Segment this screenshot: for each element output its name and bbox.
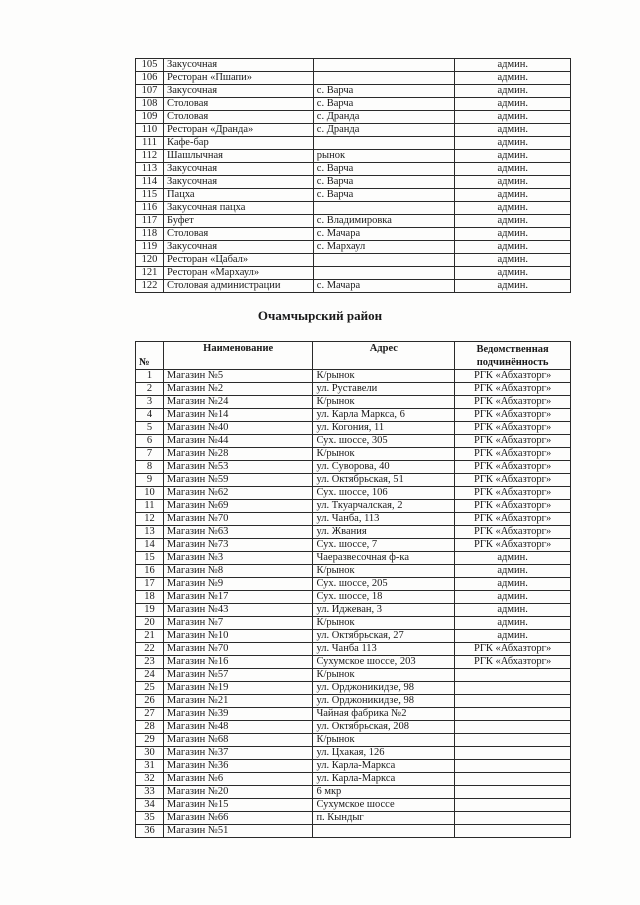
- row-number: 18: [136, 591, 164, 604]
- table-row: [136, 825, 571, 838]
- row-subordination: [455, 747, 571, 760]
- table-row: [136, 215, 571, 228]
- table-row: [136, 565, 571, 578]
- row-address: с. Варча: [313, 176, 455, 189]
- row-address: ул. Жвания: [313, 526, 455, 539]
- row-name: Магазин №3: [163, 552, 313, 565]
- row-address: К/рынок: [313, 370, 455, 383]
- row-name: Магазин №37: [163, 747, 313, 760]
- row-address: ул. Карла Маркса, 6: [313, 409, 455, 422]
- header-name: Наименование: [163, 342, 313, 370]
- row-subordination: админ.: [455, 72, 571, 85]
- row-name: Закусочная: [163, 163, 313, 176]
- row-address: с. Мачара: [313, 228, 455, 241]
- row-name: Буфет: [163, 215, 313, 228]
- row-number: 1: [136, 370, 164, 383]
- table-row: [136, 474, 571, 487]
- row-address: рынок: [313, 150, 455, 163]
- table-row: [136, 267, 571, 280]
- table-row: [136, 487, 571, 500]
- row-subordination: РГК «Абхазторг»: [455, 396, 571, 409]
- table-row: [136, 59, 571, 72]
- row-subordination: РГК «Абхазторг»: [455, 474, 571, 487]
- row-name: Кафе-бар: [163, 137, 313, 150]
- row-address: с. Варча: [313, 163, 455, 176]
- row-number: 111: [136, 137, 164, 150]
- row-name: Закусочная: [163, 85, 313, 98]
- row-subordination: админ.: [455, 267, 571, 280]
- row-name: Ресторан «Мархаул»: [163, 267, 313, 280]
- table-row: [136, 228, 571, 241]
- row-number: 6: [136, 435, 164, 448]
- row-address: ул. Руставели: [313, 383, 455, 396]
- row-number: 118: [136, 228, 164, 241]
- row-address: Сухумское шоссе, 203: [313, 656, 455, 669]
- row-address: [313, 254, 455, 267]
- table-row: [136, 656, 571, 669]
- row-number: 27: [136, 708, 164, 721]
- row-name: Ресторан «Пшапи»: [163, 72, 313, 85]
- table-row: [136, 383, 571, 396]
- row-address: 6 мкр: [313, 786, 455, 799]
- table-row: [136, 98, 571, 111]
- row-subordination: [455, 773, 571, 786]
- row-address: [313, 267, 455, 280]
- row-name: Пацха: [163, 189, 313, 202]
- row-address: ул. Карла-Маркса: [313, 773, 455, 786]
- table-row: [136, 721, 571, 734]
- row-number: 10: [136, 487, 164, 500]
- row-address: [313, 72, 455, 85]
- table-row: [136, 500, 571, 513]
- row-name: Магазин №69: [163, 500, 313, 513]
- row-name: Столовая: [163, 228, 313, 241]
- table-row: [136, 370, 571, 383]
- row-subordination: РГК «Абхазторг»: [455, 383, 571, 396]
- row-subordination: РГК «Абхазторг»: [455, 409, 571, 422]
- row-number: 32: [136, 773, 164, 786]
- row-subordination: [455, 734, 571, 747]
- table-row: [136, 85, 571, 98]
- row-name: Магазин №20: [163, 786, 313, 799]
- row-name: Шашлычная: [163, 150, 313, 163]
- row-number: 21: [136, 630, 164, 643]
- row-subordination: админ.: [455, 163, 571, 176]
- table-header-row: [136, 342, 571, 370]
- table-row: [136, 630, 571, 643]
- row-name: Магазин №68: [163, 734, 313, 747]
- row-address: Сух. шоссе, 305: [313, 435, 455, 448]
- row-number: 7: [136, 448, 164, 461]
- table-row: [136, 734, 571, 747]
- table-row: [136, 513, 571, 526]
- row-number: 117: [136, 215, 164, 228]
- row-name: Магазин №70: [163, 643, 313, 656]
- table-row: [136, 773, 571, 786]
- row-address: ул. Октябрьская, 51: [313, 474, 455, 487]
- row-address: [313, 137, 455, 150]
- row-number: 4: [136, 409, 164, 422]
- row-name: Столовая: [163, 111, 313, 124]
- table-row: [136, 643, 571, 656]
- row-subordination: админ.: [455, 137, 571, 150]
- table-row: [136, 461, 571, 474]
- row-subordination: [455, 669, 571, 682]
- row-subordination: админ.: [455, 124, 571, 137]
- top-table-body: [136, 59, 571, 293]
- row-number: 33: [136, 786, 164, 799]
- table-row: [136, 435, 571, 448]
- row-number: 30: [136, 747, 164, 760]
- row-address: ул. Когония, 11: [313, 422, 455, 435]
- row-number: 20: [136, 617, 164, 630]
- row-number: 115: [136, 189, 164, 202]
- row-name: Магазин №16: [163, 656, 313, 669]
- row-subordination: админ.: [455, 241, 571, 254]
- row-address: с. Варча: [313, 85, 455, 98]
- table-row: [136, 708, 571, 721]
- row-address: ул. Октябрьская, 208: [313, 721, 455, 734]
- row-number: 114: [136, 176, 164, 189]
- row-subordination: админ.: [455, 630, 571, 643]
- row-address: с. Владимировка: [313, 215, 455, 228]
- row-subordination: [455, 708, 571, 721]
- row-name: Ресторан «Цабал»: [163, 254, 313, 267]
- row-name: Магазин №51: [163, 825, 313, 838]
- row-address: Сух. шоссе, 18: [313, 591, 455, 604]
- row-subordination: админ.: [455, 578, 571, 591]
- row-subordination: РГК «Абхазторг»: [455, 526, 571, 539]
- row-name: Магазин №6: [163, 773, 313, 786]
- row-name: Магазин №59: [163, 474, 313, 487]
- row-name: Магазин №10: [163, 630, 313, 643]
- row-number: 19: [136, 604, 164, 617]
- row-number: 121: [136, 267, 164, 280]
- row-address: К/рынок: [313, 617, 455, 630]
- row-number: 5: [136, 422, 164, 435]
- row-address: с. Варча: [313, 98, 455, 111]
- table-row: [136, 176, 571, 189]
- row-subordination: РГК «Абхазторг»: [455, 435, 571, 448]
- row-address: К/рынок: [313, 669, 455, 682]
- table-row: [136, 241, 571, 254]
- table-row: [136, 72, 571, 85]
- table-row: [136, 189, 571, 202]
- row-name: Закусочная: [163, 59, 313, 72]
- row-address: К/рынок: [313, 734, 455, 747]
- row-subordination: админ.: [455, 617, 571, 630]
- row-number: 105: [136, 59, 164, 72]
- row-name: Магазин №62: [163, 487, 313, 500]
- table-row: [136, 150, 571, 163]
- table-row: [136, 124, 571, 137]
- row-name: Закусочная пацха: [163, 202, 313, 215]
- row-name: Магазин №66: [163, 812, 313, 825]
- row-subordination: админ.: [455, 150, 571, 163]
- table-row: [136, 617, 571, 630]
- table-row: [136, 163, 571, 176]
- table-row: [136, 604, 571, 617]
- row-address: Чайная фабрика №2: [313, 708, 455, 721]
- row-name: Магазин №19: [163, 682, 313, 695]
- table-row: [136, 812, 571, 825]
- row-name: Магазин №40: [163, 422, 313, 435]
- row-name: Магазин №14: [163, 409, 313, 422]
- row-number: 119: [136, 241, 164, 254]
- row-subordination: [455, 799, 571, 812]
- row-number: 3: [136, 396, 164, 409]
- row-subordination: админ.: [455, 189, 571, 202]
- row-number: 17: [136, 578, 164, 591]
- row-subordination: админ.: [455, 98, 571, 111]
- row-name: Магазин №73: [163, 539, 313, 552]
- row-number: 16: [136, 565, 164, 578]
- row-number: 2: [136, 383, 164, 396]
- row-address: ул. Чанба, 113: [313, 513, 455, 526]
- row-name: Магазин №44: [163, 435, 313, 448]
- row-subordination: РГК «Абхазторг»: [455, 448, 571, 461]
- table-row: [136, 552, 571, 565]
- row-subordination: РГК «Абхазторг»: [455, 461, 571, 474]
- row-address: с. Мачара: [313, 280, 455, 293]
- row-name: Магазин №21: [163, 695, 313, 708]
- table-row: [136, 280, 571, 293]
- row-subordination: админ.: [455, 565, 571, 578]
- row-subordination: РГК «Абхазторг»: [455, 487, 571, 500]
- row-name: Магазин №2: [163, 383, 313, 396]
- row-address: ул. Чанба 113: [313, 643, 455, 656]
- row-address: К/рынок: [313, 448, 455, 461]
- row-name: Магазин №9: [163, 578, 313, 591]
- row-number: 12: [136, 513, 164, 526]
- row-number: 25: [136, 682, 164, 695]
- row-address: п. Кындыг: [313, 812, 455, 825]
- header-num: №: [136, 342, 164, 370]
- row-subordination: [455, 695, 571, 708]
- row-subordination: админ.: [455, 59, 571, 72]
- row-subordination: РГК «Абхазторг»: [455, 539, 571, 552]
- establishments-table-ochamchira: [135, 341, 571, 838]
- row-name: Магазин №8: [163, 565, 313, 578]
- row-subordination: админ.: [455, 111, 571, 124]
- row-number: 112: [136, 150, 164, 163]
- row-subordination: админ.: [455, 591, 571, 604]
- table-row: [136, 578, 571, 591]
- row-address: ул. Цхакая, 126: [313, 747, 455, 760]
- row-address: ул. Иджеван, 3: [313, 604, 455, 617]
- row-name: Магазин №28: [163, 448, 313, 461]
- table-row: [136, 682, 571, 695]
- row-number: 9: [136, 474, 164, 487]
- row-address: Чаеразвесочная ф-ка: [313, 552, 455, 565]
- table-row: [136, 422, 571, 435]
- row-number: 110: [136, 124, 164, 137]
- row-subordination: РГК «Абхазторг»: [455, 513, 571, 526]
- section-title: Очамчырский район: [257, 308, 383, 323]
- row-number: 109: [136, 111, 164, 124]
- header-subordination: Ведомственная подчинённость: [455, 342, 571, 370]
- row-address: с. Мархаул: [313, 241, 455, 254]
- row-number: 15: [136, 552, 164, 565]
- row-address: ул. Октябрьская, 27: [313, 630, 455, 643]
- row-number: 35: [136, 812, 164, 825]
- row-address: Сух. шоссе, 7: [313, 539, 455, 552]
- row-subordination: РГК «Абхазторг»: [455, 422, 571, 435]
- row-subordination: [455, 682, 571, 695]
- row-number: 34: [136, 799, 164, 812]
- row-address: К/рынок: [313, 565, 455, 578]
- row-number: 31: [136, 760, 164, 773]
- row-name: Магазин №39: [163, 708, 313, 721]
- row-address: ул. Суворова, 40: [313, 461, 455, 474]
- row-name: Магазин №48: [163, 721, 313, 734]
- row-name: Ресторан «Дранда»: [163, 124, 313, 137]
- row-number: 8: [136, 461, 164, 474]
- row-number: 13: [136, 526, 164, 539]
- row-number: 29: [136, 734, 164, 747]
- row-address: Сух. шоссе, 205: [313, 578, 455, 591]
- row-name: Магазин №36: [163, 760, 313, 773]
- row-name: Магазин №15: [163, 799, 313, 812]
- row-name: Столовая администрации: [163, 280, 313, 293]
- row-subordination: админ.: [455, 254, 571, 267]
- table-row: [136, 448, 571, 461]
- row-number: 108: [136, 98, 164, 111]
- table-row: [136, 786, 571, 799]
- row-name: Магазин №57: [163, 669, 313, 682]
- row-address: с. Варча: [313, 189, 455, 202]
- row-number: 107: [136, 85, 164, 98]
- row-name: Магазин №63: [163, 526, 313, 539]
- row-number: 36: [136, 825, 164, 838]
- row-address: ул. Ткуарчалская, 2: [313, 500, 455, 513]
- row-name: Магазин №53: [163, 461, 313, 474]
- table-row: [136, 254, 571, 267]
- row-address: с. Дранда: [313, 111, 455, 124]
- row-number: 106: [136, 72, 164, 85]
- row-subordination: админ.: [455, 228, 571, 241]
- row-subordination: админ.: [455, 552, 571, 565]
- table-row: [136, 669, 571, 682]
- row-number: 28: [136, 721, 164, 734]
- row-subordination: РГК «Абхазторг»: [455, 656, 571, 669]
- row-address: [313, 825, 455, 838]
- row-address: ул. Орджоникидзе, 98: [313, 695, 455, 708]
- row-name: Магазин №5: [163, 370, 313, 383]
- table-row: [136, 202, 571, 215]
- establishments-table-top: [135, 58, 571, 293]
- row-number: 113: [136, 163, 164, 176]
- row-number: 22: [136, 643, 164, 656]
- row-address: К/рынок: [313, 396, 455, 409]
- row-subordination: админ.: [455, 215, 571, 228]
- table-row: [136, 526, 571, 539]
- bottom-table-body: [136, 370, 571, 838]
- row-subordination: [455, 786, 571, 799]
- row-subordination: [455, 825, 571, 838]
- row-number: 120: [136, 254, 164, 267]
- row-address: [313, 202, 455, 215]
- table-row: [136, 747, 571, 760]
- table-row: [136, 137, 571, 150]
- table-row: [136, 695, 571, 708]
- table-row: [136, 111, 571, 124]
- row-name: Магазин №17: [163, 591, 313, 604]
- row-number: 23: [136, 656, 164, 669]
- table-row: [136, 799, 571, 812]
- row-name: Магазин №43: [163, 604, 313, 617]
- row-name: Закусочная: [163, 241, 313, 254]
- row-subordination: [455, 721, 571, 734]
- row-number: 24: [136, 669, 164, 682]
- table-row: [136, 409, 571, 422]
- row-address: с. Дранда: [313, 124, 455, 137]
- row-subordination: админ.: [455, 202, 571, 215]
- row-name: Магазин №7: [163, 617, 313, 630]
- row-address: Сух. шоссе, 106: [313, 487, 455, 500]
- row-address: [313, 59, 455, 72]
- row-name: Закусочная: [163, 176, 313, 189]
- table-row: [136, 396, 571, 409]
- row-subordination: админ.: [455, 604, 571, 617]
- row-subordination: админ.: [455, 85, 571, 98]
- row-name: Магазин №70: [163, 513, 313, 526]
- row-address: ул. Орджоникидзе, 98: [313, 682, 455, 695]
- row-subordination: РГК «Абхазторг»: [455, 643, 571, 656]
- header-address: Адрес: [313, 342, 455, 370]
- row-subordination: [455, 760, 571, 773]
- table-row: [136, 760, 571, 773]
- table-row: [136, 539, 571, 552]
- row-name: Столовая: [163, 98, 313, 111]
- row-number: 116: [136, 202, 164, 215]
- row-number: 122: [136, 280, 164, 293]
- row-subordination: админ.: [455, 176, 571, 189]
- row-name: Магазин №24: [163, 396, 313, 409]
- row-subordination: РГК «Абхазторг»: [455, 370, 571, 383]
- row-number: 11: [136, 500, 164, 513]
- row-address: ул. Карла-Маркса: [313, 760, 455, 773]
- row-subordination: РГК «Абхазторг»: [455, 500, 571, 513]
- row-number: 26: [136, 695, 164, 708]
- row-address: Сухумское шоссе: [313, 799, 455, 812]
- row-subordination: админ.: [455, 280, 571, 293]
- row-subordination: [455, 812, 571, 825]
- table-row: [136, 591, 571, 604]
- row-number: 14: [136, 539, 164, 552]
